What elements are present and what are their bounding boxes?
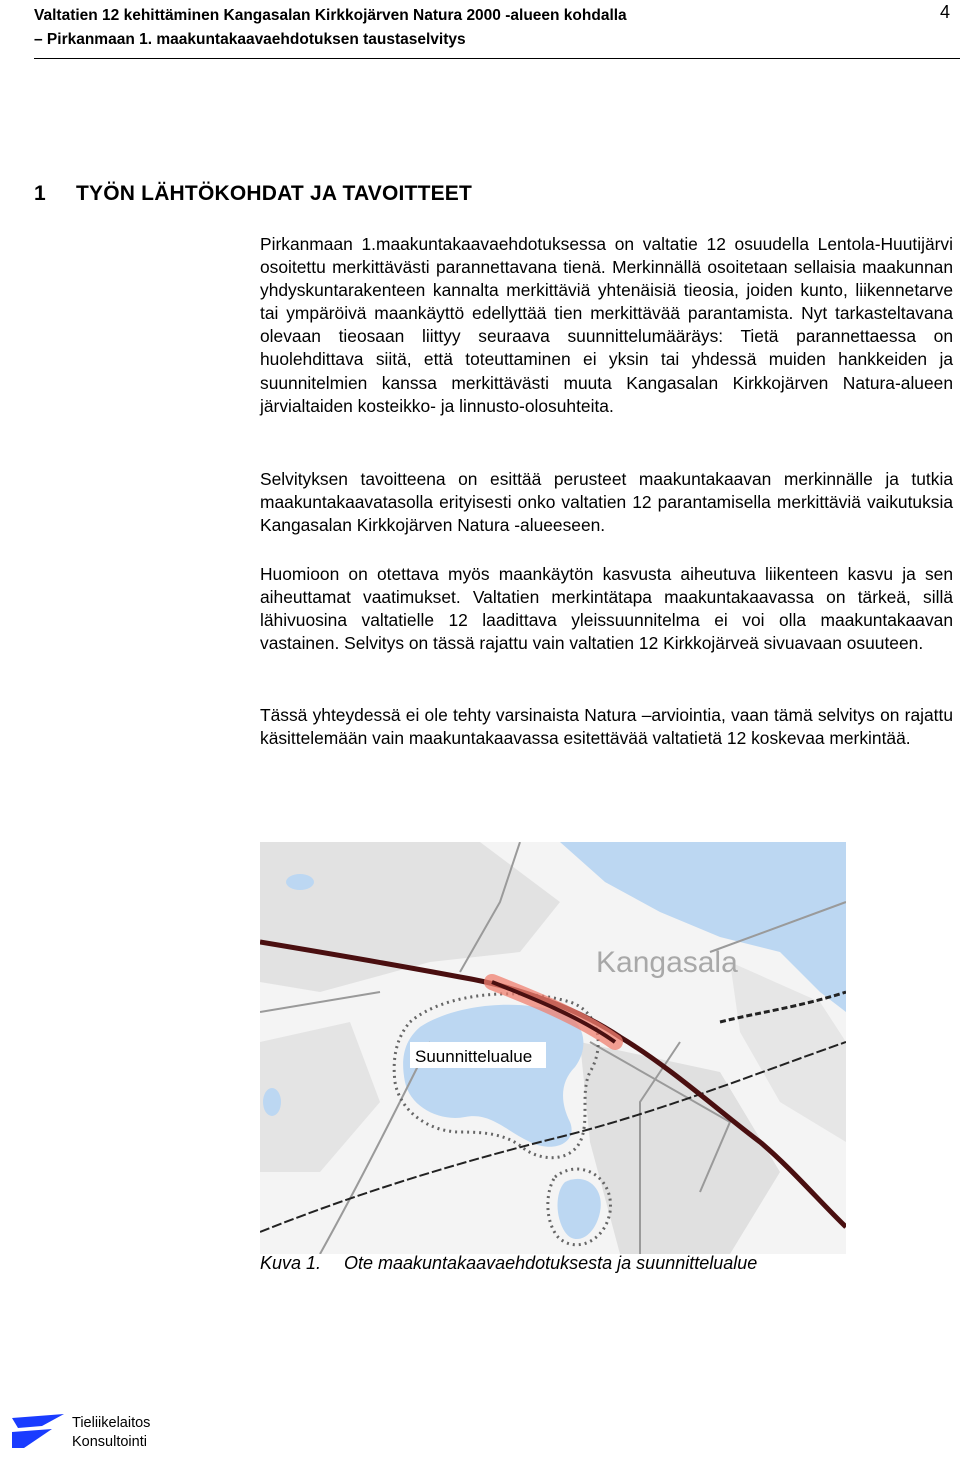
section-heading (34, 182, 472, 206)
paragraph: Pirkanmaan 1.maakuntakaavaehdotuksessa on valtatie 12 osuudella Lentola-Huutijärvi osoitettu merkittävästi parannettavana tienä. Merkinnällä osoitetaan sellaisia maakunnan yhdyskuntarakenteen kannalta merkittäviä yhtenäisiä tieosia, joiden kunto, liikennetarve tai ympäröivä maankäyttö edellyttää tien merkittävää parantamista. Nyt tarkasteltavana olevaan tieosaan liittyy seuraava suunnittelumääräys: Tietä parannettaessa on huolehdittava siitä, että toteuttaminen ei yksin tai yhdessä muiden hankkeiden ja suunnitelmien kanssa merkittävästi muuta Kangasalan Kirkkojärven Natura-alueen järvialtaiden kosteikko- ja linnusto-olosuhteita. (260, 234, 953, 416)
map-image (260, 842, 846, 1254)
map-place-label: Kangasala (596, 946, 738, 979)
caption-text: Ote maakuntakaavaehdotuksesta ja suunnittelualue (344, 1253, 758, 1273)
map-area-label: Suunnittelualue (415, 1047, 533, 1066)
header-title: Valtatien 12 kehittäminen Kangasalan Kirkkojärven Natura 2000 -alueen kohdalla (34, 7, 627, 24)
paragraph: Selvityksen tavoitteena on esittää perusteet maakuntakaavan merkinnälle ja tutkia maakuntakaavatasolla erityisesti onko valtatien 12 parantamisella merkittäviä vaikutuksia Kangasalan Kirkkojärven Natura -alueeseen. (260, 469, 953, 536)
paragraph: Tässä yhteydessä ei ole tehty varsinaista Natura –arviointia, vaan tämä selvitys on rajattu käsittelemään vain maakuntakaavassa esitettävää valtatietä 12 koskevaa merkintää. (260, 705, 953, 749)
section-title: TYÖN LÄHTÖKOHDAT JA TAVOITTEET (76, 182, 473, 205)
company-logo (12, 1414, 64, 1453)
header-subtitle: – Pirkanmaan 1. maakuntakaavaehdotuksen taustaselvitys (34, 31, 466, 48)
map-figure (260, 842, 846, 1254)
footer-org-line2: Konsultointi (72, 1434, 147, 1450)
running-header (34, 4, 960, 52)
page-number: 4 (939, 2, 950, 22)
footer-organization (72, 1414, 150, 1452)
caption-label: Kuva 1. (260, 1253, 322, 1273)
paragraph: Huomioon on otettava myös maankäytön kasvusta aiheutuva liikenteen kasvu ja sen aiheuttamat vaatimukset. Valtatien merkintätapa maakuntakaavassa on tärkeä, sillä lähivuosina valtatielle 12 laadittava yleissuunnitelma ei voi olla maakuntakaavan vastainen. Selvitys on tässä rajattu vain valtatien 12 Kirkkojärveä sivuavaan osuuteen. (260, 564, 953, 654)
section-number: 1 (34, 182, 46, 205)
figure-caption (260, 1253, 757, 1274)
header-divider (34, 58, 960, 59)
footer-org-line1: Tieliikelaitos (72, 1415, 151, 1431)
